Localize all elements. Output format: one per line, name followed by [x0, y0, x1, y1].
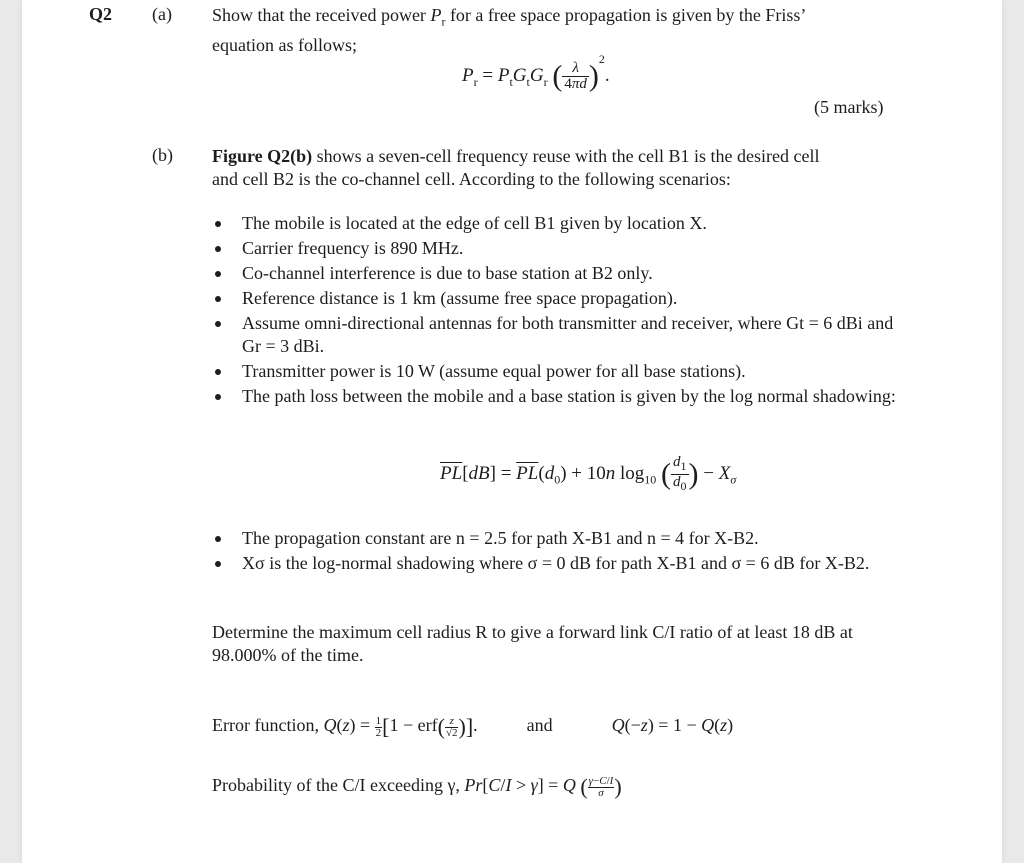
list-item: Assume omni-directional antennas for both transmitter and receiver, where Gt = 6 dBi and Gr = 3 dBi. — [212, 312, 902, 358]
list-item: Co-channel interference is due to base station at B2 only. — [212, 262, 902, 285]
part-a-text: Show that the received power $P_r$ for a free space propagation is given by the Friss’ equation as follows; — [212, 5, 807, 55]
probability-line: Probability of the C/I exceeding γ, Pr[C/I > γ] = Q ( $\frac{\gamma-C/I}{\sigma}$ ) — [212, 774, 622, 799]
friis-equation: $P_r = P_tG_tG_r$ ( $\frac{\lambda}{4\pi d}$ )$^2$. — [462, 52, 610, 93]
path-loss-equation: $\overline{PL}[dB] = \overline{PL}(d_0) + 10n$ $\log_{10}$ ( $\frac{d_1}{d_0}$ ) − $X_\sigma$ — [440, 454, 737, 493]
question-number: Q2 — [89, 4, 113, 24]
scenario-list — [212, 212, 902, 410]
list-item: Carrier frequency is 890 MHz. — [212, 237, 902, 260]
error-function-line: Error function, Q(z) = $\frac{1}{2}$ [1 − erf( $\frac{z}{√2}$ )]. and Q(−z) = 1 − Q(z) — [212, 714, 734, 739]
determine-text: Determine the maximum cell radius R to give a forward link C/I ratio of at least 18 dB at 98.000% of the time. — [212, 622, 853, 665]
list-item: The mobile is located at the edge of cell B1 given by location X. — [212, 212, 902, 235]
document-page — [22, 0, 1002, 863]
part-a-label: (a) — [152, 4, 172, 24]
list-item: Reference distance is 1 km (assume free space propagation). — [212, 287, 902, 310]
list-item: Transmitter power is 10 W (assume equal power for all base stations). — [212, 360, 902, 383]
part-b-intro: Figure Q2(b) shows a seven-cell frequency reuse with the cell B1 is the desired cell and cell B2 is the co-channel cell. According to the following scenarios: — [212, 146, 820, 189]
list-item: The path loss between the mobile and a base station is given by the log normal shadowing: — [212, 385, 902, 408]
part-b-label: (b) — [152, 145, 173, 165]
list-item: Xσ is the log-normal shadowing where σ = 0 dB for path X-B1 and σ = 6 dB for X-B2. — [212, 552, 902, 575]
constants-list — [212, 527, 902, 577]
list-item: The propagation constant are n = 2.5 for path X-B1 and n = 4 for X-B2. — [212, 527, 902, 550]
part-a-marks: (5 marks) — [814, 97, 884, 117]
